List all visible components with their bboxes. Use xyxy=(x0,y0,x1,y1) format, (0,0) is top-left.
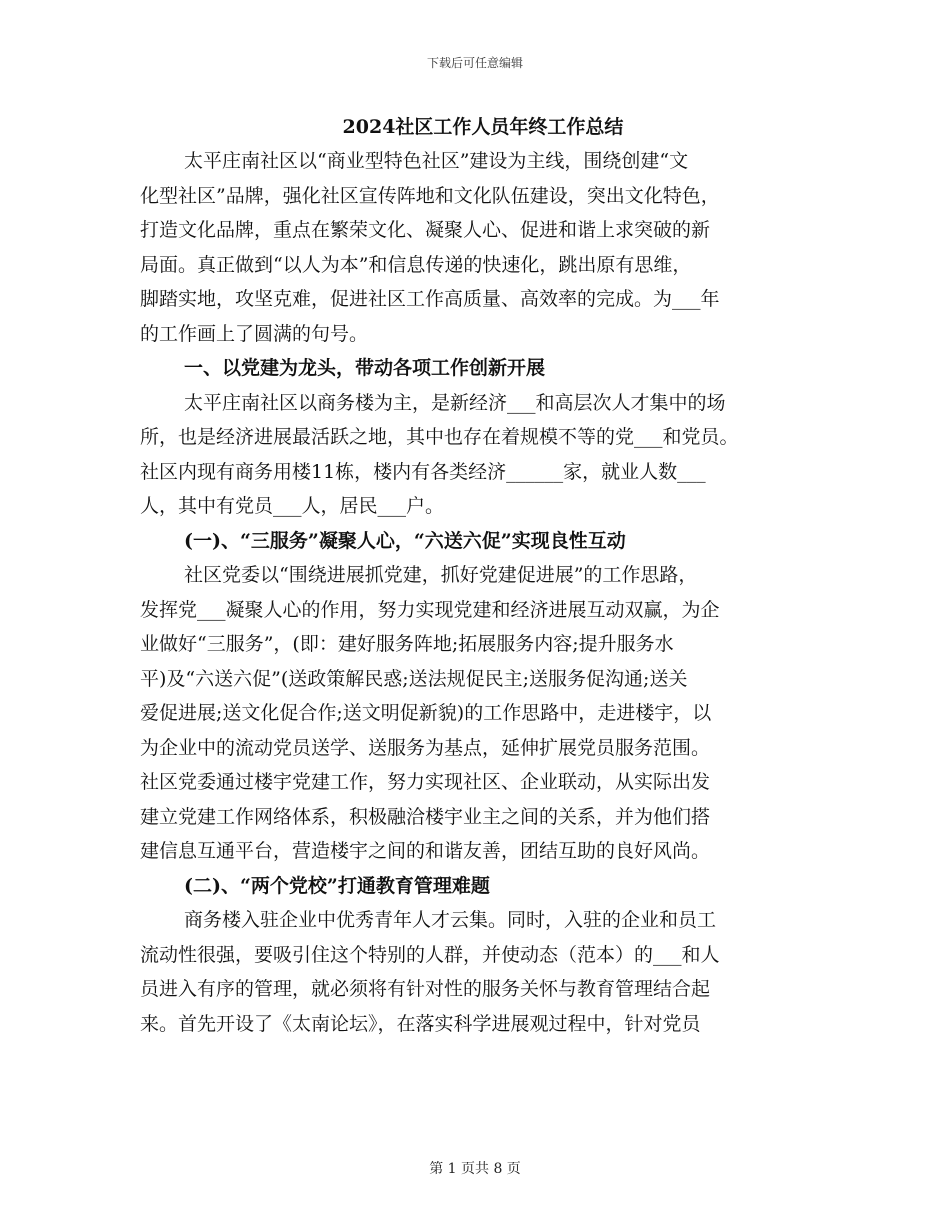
paragraph-line: 建信息互通平台，营造楼宇之间的和谐友善，团结互助的良好风尚。 xyxy=(140,840,711,862)
paragraph-line: 爱促进展;送文化促合作;送文明促新貌)的工作思路中，走进楼宇，以 xyxy=(140,702,712,724)
document-paragraphs xyxy=(140,144,820,1041)
paragraph-line: 商务楼入驻企业中优秀青年人才云集。同时，入驻的企业和员工 xyxy=(184,909,717,931)
paragraph-line: 人，其中有党员___人，居民___户。 xyxy=(140,495,445,517)
document-title: 2024社区工作人员年终工作总结 xyxy=(342,116,624,138)
paragraph-line: 太平庄南社区以“商业型特色社区”建设为主线，围绕创建“文 xyxy=(184,150,689,172)
paragraph-line: 业做好“三服务”，(即：建好服务阵地;拓展服务内容;提升服务水 xyxy=(140,633,674,655)
paragraph-line: 太平庄南社区以商务楼为主，是新经济___和高层次人才集中的场 xyxy=(184,391,726,414)
paragraph-line: 平)及“六送六促”(送政策解民惑;送法规促民主;送服务促沟通;送关 xyxy=(140,667,688,690)
document-body xyxy=(140,110,820,1041)
paragraph-line: 的工作画上了圆满的句号。 xyxy=(140,322,369,345)
paragraph-line: 脚踏实地，攻坚克难，促进社区工作高质量、高效率的完成。为___年 xyxy=(140,288,720,310)
page-header-note: 下载后可任意编辑 xyxy=(426,56,523,70)
paragraph-line: 为企业中的流动党员送学、送服务为基点，延伸扩展党员服务范围。 xyxy=(140,736,711,759)
paragraph-line: 局面。真正做到“以人为本”和信息传递的快速化，跳出原有思维， xyxy=(140,253,692,276)
section-heading: (二)、“两个党校”打通教育管理难题 xyxy=(184,874,490,897)
paragraph-line: 发挥党___凝聚人心的作用，努力实现党建和经济进展互动双赢，为企 xyxy=(140,598,720,621)
paragraph-line: 社区内现有商务用楼11栋，楼内有各类经济______家，就业人数___ xyxy=(140,460,706,483)
paragraph-line: 打造文化品牌，重点在繁荣文化、凝聚人心、促进和谐上求突破的新 xyxy=(140,219,711,241)
paragraph-line: 来。首先开设了《太南论坛》，在落实科学进展观过程中，针对党员 xyxy=(140,1012,701,1035)
paragraph-line: 建立党建工作网络体系，积极融洽楼宇业主之间的关系，并为他们搭 xyxy=(140,805,711,828)
page-footer-pagination: 第 1 页共 8 页 xyxy=(429,1161,521,1177)
section-heading: (一)、“三服务”凝聚人心，“六送六促”实现良性互动 xyxy=(184,529,626,552)
paragraph-line: 化型社区”品牌，强化社区宣传阵地和文化队伍建设，突出文化特色， xyxy=(140,184,720,207)
section-heading: 一、以党建为龙头，带动各项工作创新开展 xyxy=(184,357,546,379)
paragraph-line: 所，也是经济进展最活跃之地，其中也存在着规模不等的党___和党员。 xyxy=(140,426,739,448)
paragraph-line: 流动性很强，要吸引住这个特别的人群，并使动态（范本）的___和人 xyxy=(140,943,720,966)
paragraph-line: 社区党委通过楼宇党建工作，努力实现社区、企业联动，从实际出发 xyxy=(140,771,711,793)
paragraph-line: 员进入有序的管理，就必须将有针对性的服务关怀与教育管理结合起 xyxy=(140,978,711,1000)
paragraph-line: 社区党委以“围绕进展抓党建，抓好党建促进展”的工作思路， xyxy=(184,564,698,586)
